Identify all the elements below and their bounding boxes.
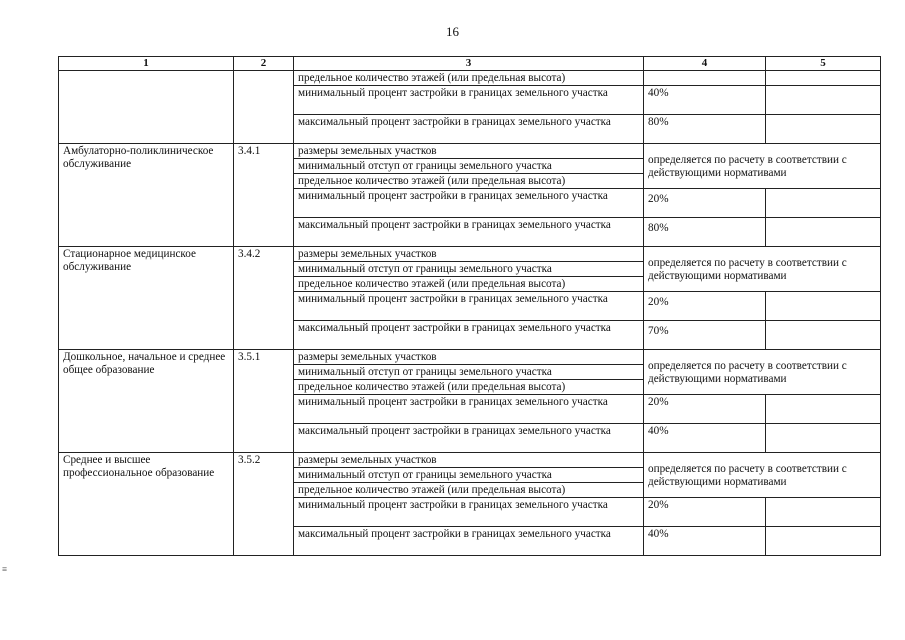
value-cell: 80% [644, 218, 766, 247]
param-cell: максимальный процент застройки в границах земельного участка [294, 115, 644, 144]
param-cell: минимальный процент застройки в границах земельного участка [294, 498, 644, 527]
table-row [59, 71, 881, 86]
note-cell [766, 527, 881, 556]
group-preschool [59, 350, 881, 453]
note-cell [766, 71, 881, 86]
header-col-3: 3 [294, 57, 644, 71]
value-cell: 20% [644, 189, 766, 218]
param-cell: максимальный процент застройки в границах земельного участка [294, 527, 644, 556]
table-row [59, 350, 881, 365]
value-cell: 80% [644, 115, 766, 144]
group-code: 3.5.2 [234, 453, 294, 556]
param-cell: предельное количество этажей (или предельная высота) [294, 483, 644, 498]
note-cell [766, 115, 881, 144]
param-cell: предельное количество этажей (или предельная высота) [294, 277, 644, 292]
group-ambulatory [59, 144, 881, 247]
value-cell: 40% [644, 527, 766, 556]
param-cell: размеры земельных участков [294, 350, 644, 365]
note-cell [766, 424, 881, 453]
param-cell: минимальный процент застройки в границах земельного участка [294, 86, 644, 115]
table-row [59, 144, 881, 159]
group-name: Среднее и высшее профессиональное образование [59, 453, 234, 556]
continuation-code-cell [234, 71, 294, 144]
page-number: 16 [446, 24, 459, 39]
value-cell: 20% [644, 292, 766, 321]
group-name: Дошкольное, начальное и среднее общее образование [59, 350, 234, 453]
value-cell: 70% [644, 321, 766, 350]
param-cell: минимальный отступ от границы земельного участка [294, 365, 644, 380]
note-cell [766, 189, 881, 218]
group-professional [59, 453, 881, 556]
group-name: Амбулаторно-поликлиническое обслуживание [59, 144, 234, 247]
table-header-row [59, 57, 881, 71]
note-cell [766, 292, 881, 321]
table-row [59, 247, 881, 262]
value-cell [644, 71, 766, 86]
norm-value-cell: определяется по расчету в соответствии с действующими нормативами [644, 453, 881, 498]
value-cell: 40% [644, 424, 766, 453]
param-cell: максимальный процент застройки в границах земельного участка [294, 424, 644, 453]
param-cell: максимальный процент застройки в границах земельного участка [294, 218, 644, 247]
value-cell: 20% [644, 498, 766, 527]
group-inpatient [59, 247, 881, 350]
param-cell: минимальный процент застройки в границах земельного участка [294, 292, 644, 321]
continuation-name-cell [59, 71, 234, 144]
note-cell [766, 86, 881, 115]
param-cell: предельное количество этажей (или предельная высота) [294, 380, 644, 395]
note-cell [766, 395, 881, 424]
param-cell: минимальный процент застройки в границах земельного участка [294, 395, 644, 424]
param-cell: размеры земельных участков [294, 144, 644, 159]
group-code: 3.4.2 [234, 247, 294, 350]
param-cell: минимальный процент застройки в границах земельного участка [294, 189, 644, 218]
value-cell: 40% [644, 86, 766, 115]
scan-edge-mark: ≡ [2, 564, 8, 574]
param-cell: размеры земельных участков [294, 453, 644, 468]
param-cell: предельное количество этажей (или предельная высота) [294, 174, 644, 189]
param-cell: минимальный отступ от границы земельного участка [294, 262, 644, 277]
param-cell: размеры земельных участков [294, 247, 644, 262]
header-col-1: 1 [59, 57, 234, 71]
group-code: 3.5.1 [234, 350, 294, 453]
note-cell [766, 218, 881, 247]
param-cell: минимальный отступ от границы земельного участка [294, 159, 644, 174]
header-col-2: 2 [234, 57, 294, 71]
header-col-4: 4 [644, 57, 766, 71]
param-cell: минимальный отступ от границы земельного участка [294, 468, 644, 483]
header-col-5: 5 [766, 57, 881, 71]
table-row [59, 453, 881, 468]
norm-value-cell: определяется по расчету в соответствии с действующими нормативами [644, 350, 881, 395]
note-cell [766, 321, 881, 350]
param-cell: максимальный процент застройки в границах земельного участка [294, 321, 644, 350]
norm-value-cell: определяется по расчету в соответствии с действующими нормативами [644, 247, 881, 292]
norm-value-cell: определяется по расчету в соответствии с действующими нормативами [644, 144, 881, 189]
value-cell: 20% [644, 395, 766, 424]
group-code: 3.4.1 [234, 144, 294, 247]
group-name: Стационарное медицинское обслуживание [59, 247, 234, 350]
regulations-table [58, 56, 881, 556]
note-cell [766, 498, 881, 527]
param-cell: предельное количество этажей (или предельная высота) [294, 71, 644, 86]
